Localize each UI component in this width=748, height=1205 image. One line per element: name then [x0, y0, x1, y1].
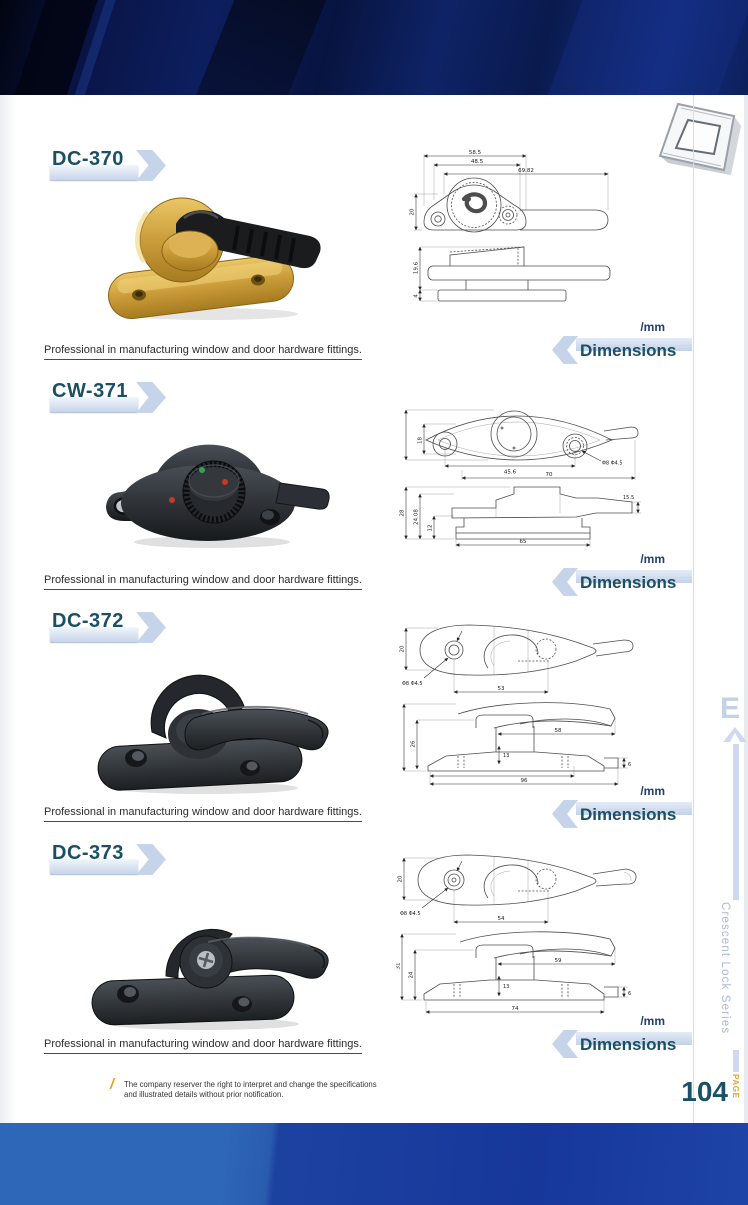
unit-label: /mm: [640, 320, 665, 334]
dim-label: 31: [396, 962, 402, 970]
dimensions-tag: [552, 1030, 694, 1060]
dim-label: 65: [519, 539, 527, 545]
product-model: DC-370: [52, 148, 124, 170]
page-number: 104: [681, 1076, 728, 1107]
banner-streak: [191, 0, 331, 95]
dimensions-tag: [552, 800, 694, 830]
dim-label: 48.5: [470, 159, 484, 165]
dim-label: 6: [628, 991, 632, 997]
page-edge-strip: [744, 95, 748, 1123]
banner-streak: [543, 0, 748, 95]
dimensions-label: Dimensions: [580, 805, 677, 824]
dimension-drawing-dc-372: [398, 616, 643, 788]
footer-disclaimer: [124, 1080, 377, 1100]
unit-label: /mm: [640, 1014, 665, 1028]
unit-label: /mm: [640, 552, 665, 566]
dim-label: 59: [554, 958, 562, 964]
dim-label: 20: [409, 208, 416, 216]
rail-bar: [733, 744, 739, 900]
left-arrow-icon: [552, 336, 578, 364]
dim-label: 15.5: [623, 495, 635, 501]
window-frame-icon: [648, 96, 745, 184]
dimensions-tag: [552, 568, 694, 598]
top-banner-graphic: [0, 0, 748, 95]
dim-label: 53: [497, 686, 505, 692]
dim-label: 13: [503, 984, 510, 990]
dimensions-label: Dimensions: [580, 573, 677, 592]
model-tag: [50, 842, 180, 880]
dim-label: 20: [397, 875, 404, 883]
dim-label: 69.82: [518, 168, 534, 174]
dim-label: 28: [399, 509, 406, 517]
dimension-drawing-dc-370: [408, 148, 643, 333]
dim-label: 24.08: [413, 509, 420, 525]
dim-label: 45.6: [503, 469, 517, 476]
dim-label: 54: [497, 916, 505, 922]
left-arrow-icon: [552, 568, 578, 596]
product-photo-dc-370: [92, 178, 332, 328]
dim-label: 4: [413, 294, 420, 298]
product-photo-cw-371: [92, 408, 332, 568]
dim-label: 58.5: [468, 150, 482, 156]
model-tag: [50, 610, 180, 648]
dim-label: 13: [503, 753, 510, 759]
product-note: Professional in manufacturing window and door hardware fittings.: [44, 574, 362, 590]
product-photo-dc-372: [86, 648, 341, 808]
product-model: CW-371: [52, 380, 128, 402]
product-model: DC-373: [52, 842, 124, 864]
dim-label: 20: [399, 645, 406, 653]
page-word-label: PAGE: [731, 1074, 740, 1099]
footer-disclaimer-line2: and illustrated details without prior notification.: [124, 1090, 284, 1100]
footer-slash-mark: /: [110, 1076, 115, 1093]
content-divider-line: [693, 95, 694, 1123]
dim-label: 70: [545, 472, 553, 478]
dim-label: 6: [628, 762, 632, 768]
model-ribbon-arrow-icon: [136, 150, 166, 181]
product-photo-dc-373: [82, 882, 337, 1042]
footer-disclaimer-line1: The company reserver the right to interpret and change the specifications: [124, 1080, 377, 1089]
dim-label: 26: [410, 740, 417, 748]
dim-label: 19.6: [413, 261, 420, 275]
dim-label: 74: [511, 1006, 519, 1012]
product-note: Professional in manufacturing window and door hardware fittings.: [44, 344, 362, 360]
dimensions-tag: [552, 336, 694, 366]
dim-label: 12: [427, 524, 434, 532]
product-note: Professional in manufacturing window and door hardware fittings.: [44, 1038, 362, 1054]
series-label: Crescent Lock Series: [719, 902, 731, 1035]
product-note: Professional in manufacturing window and door hardware fittings.: [44, 806, 362, 822]
product-model: DC-372: [52, 610, 124, 632]
bottom-banner-graphic: [0, 1123, 748, 1205]
dimension-drawing-cw-371: [398, 400, 643, 554]
dim-label: 24: [408, 971, 415, 979]
dim-label: Φ8 Φ4.5: [402, 681, 423, 687]
dim-label: Φ8 Φ4.5: [400, 911, 421, 917]
dimensions-label: Dimensions: [580, 341, 677, 360]
left-arrow-icon: [552, 800, 578, 828]
dim-label: 58: [554, 728, 562, 734]
dim-label: Φ8 Φ4.5: [602, 460, 623, 467]
rail-bar: [733, 1050, 739, 1072]
left-arrow-icon: [552, 1030, 578, 1058]
series-letter: E: [720, 692, 741, 725]
unit-label: /mm: [640, 784, 665, 798]
dimension-drawing-dc-373: [396, 846, 646, 1018]
dim-label: 18: [417, 437, 424, 444]
dimensions-label: Dimensions: [580, 1035, 677, 1054]
model-ribbon-arrow-icon: [136, 844, 166, 875]
dim-label: 96: [520, 778, 528, 784]
model-ribbon-arrow-icon: [136, 612, 166, 643]
